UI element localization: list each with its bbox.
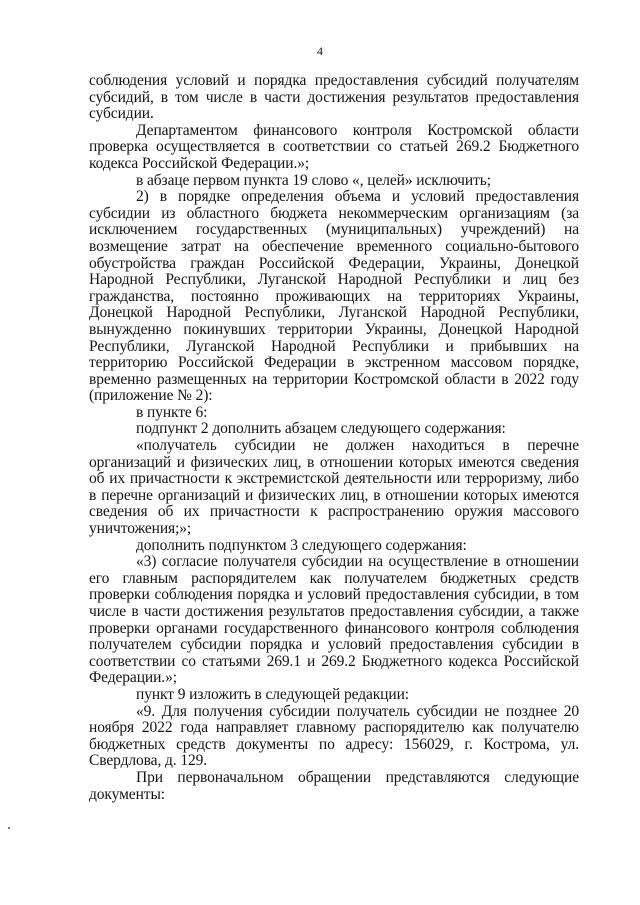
paragraph-recipient-requirement: «получатель субсидии не должен находиться в перечне организаций и физических лиц, в отношении которых имеются сведения об их причастности к экстремистской деятельности или терроризму, либо в перечне организаций и физических лиц, в отношении которых имеются сведения об их причастности к распространению оружия массового уничтожения;»; bbox=[89, 437, 579, 538]
paragraph-clause-9-text: «9. Для получения субсидии получатель субсидии не позднее 20 ноября 2022 года направляет главному распорядителю как получателю бюджетных средств документы по адресу: 156029, г. Кострома, ул. Свердлова, д. 129. bbox=[89, 702, 579, 770]
paragraph-clause-19: в абзаце первом пункта 19 слово «, целей» исключить; bbox=[136, 171, 491, 189]
paragraph-subclause-3-text: «3) согласие получателя субсидии на осуществление в отношении его главным распорядителем как получателем бюджетных средств проверки соблюдения порядка и условий предоставления субсидии, в том числе в части достижения результатов предоставления субсидии, а также проверки органами государственного финансового контроля соблюдения получателем субсидии порядка и условий предоставления субсидии в соответствии со статьями 269.1 и 269.2 Бюджетного кодекса Российской Федерации.»; bbox=[89, 553, 579, 687]
paragraph-continuation: соблюдения условий и порядка предоставления субсидий получателям субсидий, в том числе в части достижения результатов предоставления субсидии. bbox=[89, 72, 579, 123]
paragraph-control-department: Департаментом финансового контроля Костромской области проверка осуществляется в соответствии со статьей 269.2 Бюджетного кодекса Российской Федерации.»; bbox=[89, 121, 579, 172]
paragraph-add-subclause-3: дополнить подпунктом 3 следующего содержания: bbox=[136, 536, 467, 554]
page-number: 4 bbox=[317, 44, 323, 58]
paragraph-clause-6: в пункте 6: bbox=[136, 403, 208, 421]
paragraph-initial-application: При первоначальном обращении представляются следующие документы: bbox=[89, 768, 579, 803]
paragraph-subclause-2: подпункт 2 дополнить абзацем следующего содержания: bbox=[136, 420, 506, 438]
paragraph-item-2: 2) в порядке определения объема и условий предоставления субсидии из областного бюджета некоммерческим организациям (за исключением государственных (муниципальных) учреждений) на возмещение затрат на обеспечение временного социально-бытового обустройства граждан Российской Федерации, Украины, Донецкой Народной Республики, Луганской Народной Республики и лиц без гражданства, постоянно проживающих на территориях Украины, Донецкой Народной Республики, Луганской Народной Республики, вынужденно покинувших территории Украины, Донецкой Народной Республики, Луганской Народной Республики и прибывших на территорию Российской Федерации в экстренном массовом порядке, временно размещенных на территории Костромской области в 2022 году (приложение № 2): bbox=[89, 188, 579, 405]
paragraph-clause-9: пункт 9 изложить в следующей редакции: bbox=[136, 685, 409, 703]
document-body bbox=[89, 73, 579, 803]
scan-speck bbox=[8, 827, 10, 829]
